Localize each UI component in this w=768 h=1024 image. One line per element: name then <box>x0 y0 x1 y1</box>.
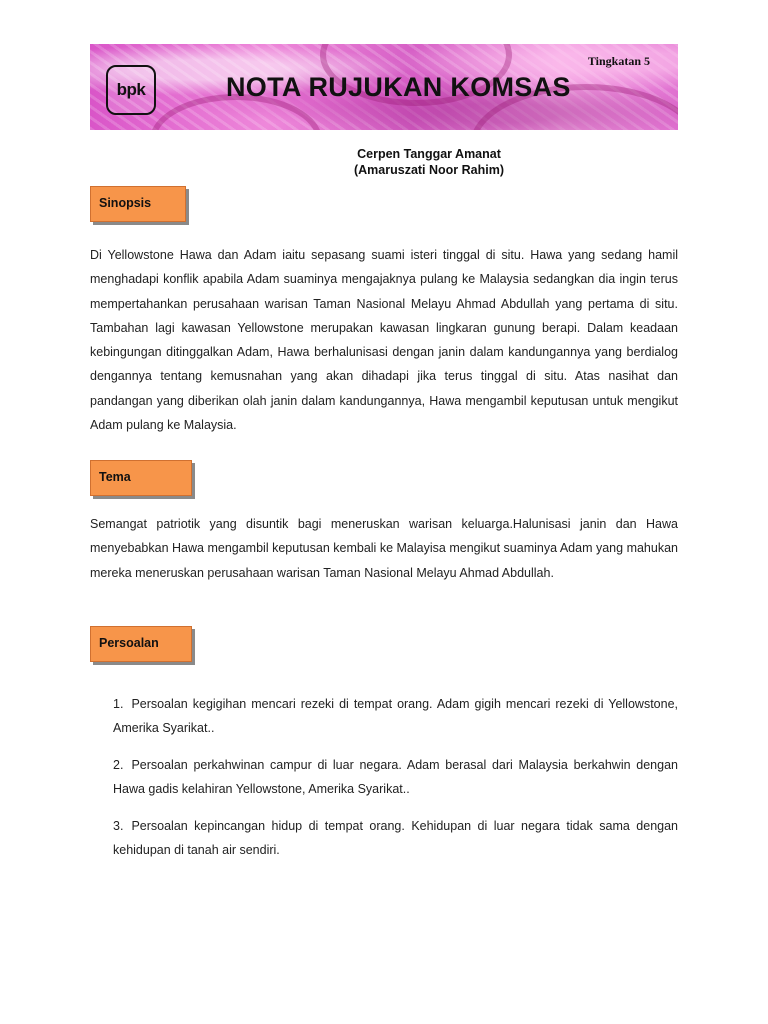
story-author: (Amaruszati Noor Rahim) <box>353 163 505 177</box>
list-item-number: 3. <box>113 819 124 833</box>
header-banner <box>90 44 678 130</box>
list-item <box>113 753 678 801</box>
story-title: Cerpen Tanggar Amanat <box>357 147 501 161</box>
story-heading <box>0 146 768 178</box>
banner-title: NOTA RUJUKAN KOMSAS <box>226 72 571 102</box>
tema-text: Semangat patriotik yang disuntik bagi meneruskan warisan keluarga.Halunisasi janin dan Hawa menyebabkan Hawa mengambil keputusan kembali ke Malayisa mengikut suaminya Adam yang mahukan mereka meneruskan perusahaan warisan Taman Nasional Melayu Ahmad Abdullah. <box>90 517 678 580</box>
list-item <box>113 692 678 740</box>
level-label: Tingkatan 5 <box>587 54 650 68</box>
list-item-number: 2. <box>113 758 124 772</box>
section-label-tema: Tema <box>90 460 192 496</box>
list-item-text: Persoalan kegigihan mencari rezeki di tempat orang. Adam gigih mencari rezeki di Yellowstone, Amerika Syarikat.. <box>113 697 678 735</box>
list-item-number: 1. <box>113 697 124 711</box>
section-label-sinopsis: Sinopsis <box>90 186 186 222</box>
bpk-logo: bpk <box>106 65 156 115</box>
list-item-text: Persoalan perkahwinan campur di luar negara. Adam berasal dari Malaysia berkahwin dengan Hawa gadis kelahiran Yellowstone, Amerika Syarikat.. <box>113 758 678 796</box>
section-label-persoalan: Persoalan <box>90 626 192 662</box>
list-item <box>113 814 678 862</box>
sinopsis-text: Di Yellowstone Hawa dan Adam iaitu sepasang suami isteri tinggal di situ. Hawa yang sedang hamil menghadapi konflik apabila Adam suaminya mengajaknya pulang ke Malaysia sedangkan dia ingin terus mempertahankan perusahaan warisan Taman Nasional Melayu Ahmad Abdullah yang pertama di situ. Tambahan lagi kawasan Yellowstone merupakan kawasan lingkaran gunung berapi. Dalam keadaan kebingungan ditinggalkan Adam, Hawa berhalunisasi dengan janin dalam kandungannya yang berdialog dengannya tentang kemusnahan yang akan dihadapi jika terus tinggal di situ. Atas nasihat dan pandangan yang diberikan olah janin dalam kandungannya, Hawa mengambil keputusan untuk mengikut Adam pulang ke Malaysia. <box>90 248 678 433</box>
list-item-text: Persoalan kepincangan hidup di tempat orang. Kehidupan di luar negara tidak sama dengan kehidupan di tanah air sendiri. <box>113 819 678 857</box>
